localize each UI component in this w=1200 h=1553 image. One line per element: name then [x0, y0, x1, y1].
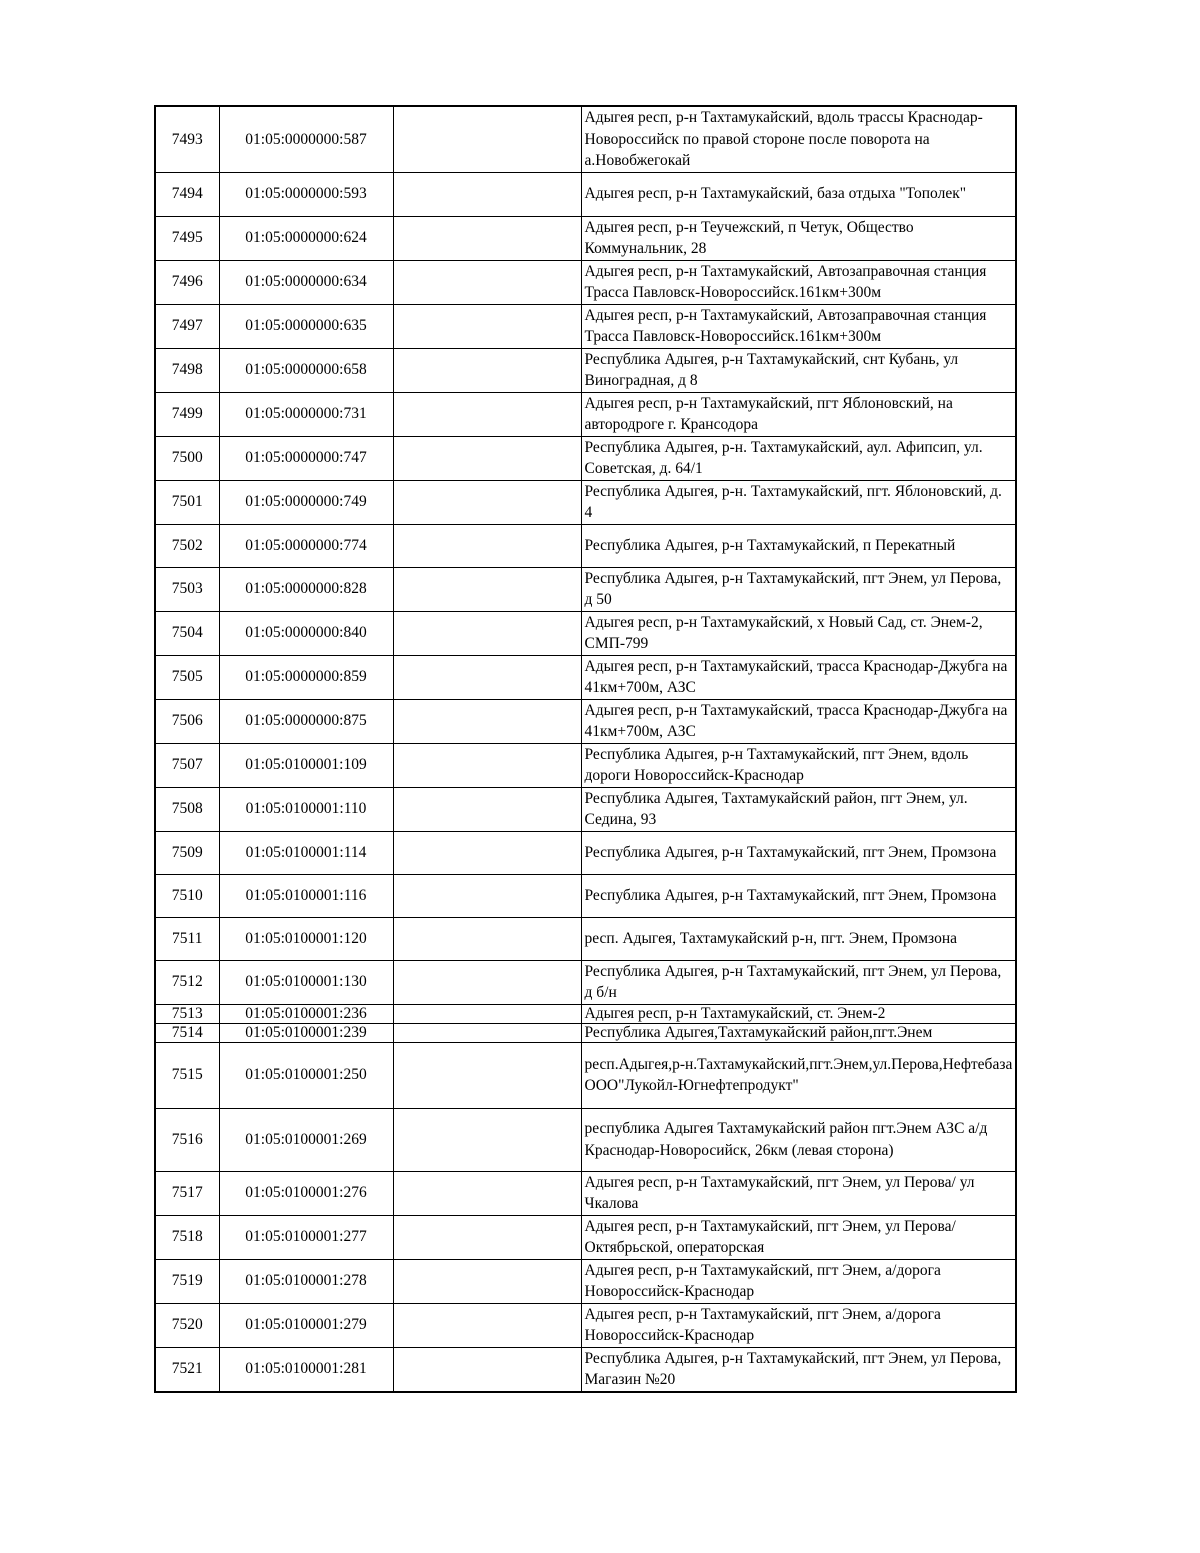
table-row [155, 172, 1016, 216]
row-number: 7511 [155, 917, 219, 960]
cadastral-number: 01:05:0100001:278 [219, 1259, 393, 1303]
table-row [155, 1171, 1016, 1215]
address-cell: Республика Адыгея, р-н Тахтамукайский, пгт Энем, ул Перова, д 50 [581, 567, 1016, 611]
address-cell: Адыгея респ, р-н Тахтамукайский, пгт Энем, ул Перова/ ул Чкалова [581, 1171, 1016, 1215]
row-number: 7518 [155, 1215, 219, 1259]
empty-cell [393, 348, 581, 392]
cadastral-number: 01:05:0000000:635 [219, 304, 393, 348]
address-cell: Адыгея респ, р-н Тахтамукайский, трасса Краснодар-Джубга на 41км+700м, АЗС [581, 699, 1016, 743]
row-number: 7506 [155, 699, 219, 743]
empty-cell [393, 480, 581, 524]
address-cell: Адыгея респ, р-н Тахтамукайский, пгт Энем, ул Перова/Октябрьской, операторская [581, 1215, 1016, 1259]
table-row [155, 611, 1016, 655]
address-cell: Адыгея респ, р-н Тахтамукайский, трасса Краснодар-Джубга на 41км+700м, АЗС [581, 655, 1016, 699]
row-number: 7497 [155, 304, 219, 348]
row-number: 7500 [155, 436, 219, 480]
table-row [155, 917, 1016, 960]
cadastral-number: 01:05:0100001:279 [219, 1303, 393, 1347]
table-row [155, 1215, 1016, 1259]
empty-cell [393, 1303, 581, 1347]
empty-cell [393, 787, 581, 831]
address-cell: Адыгея респ, р-н Тахтамукайский, ст. Энем-2 [581, 1004, 1016, 1023]
table-row [155, 874, 1016, 917]
empty-cell [393, 1023, 581, 1042]
row-number: 7515 [155, 1042, 219, 1108]
cadastral-number: 01:05:0100001:109 [219, 743, 393, 787]
cadastral-number: 01:05:0000000:747 [219, 436, 393, 480]
cadastral-number: 01:05:0100001:120 [219, 917, 393, 960]
table-row [155, 567, 1016, 611]
empty-cell [393, 436, 581, 480]
table-row [155, 260, 1016, 304]
cadastral-number: 01:05:0100001:239 [219, 1023, 393, 1042]
empty-cell [393, 1259, 581, 1303]
address-cell: Адыгея респ, р-н Тахтамукайский, база отдыха "Тополек" [581, 172, 1016, 216]
address-cell: Адыгея респ, р-н Тахтамукайский, пгт Энем, а/дорога Новороссийск-Краснодар [581, 1259, 1016, 1303]
address-cell: Республика Адыгея, р-н Тахтамукайский, пгт Энем, Промзона [581, 831, 1016, 874]
empty-cell [393, 611, 581, 655]
row-number: 7520 [155, 1303, 219, 1347]
cadastral-number: 01:05:0000000:593 [219, 172, 393, 216]
cadastral-number: 01:05:0100001:269 [219, 1108, 393, 1171]
address-cell: Адыгея респ, р-н Теучежский, п Четук, Общество Коммунальник, 28 [581, 216, 1016, 260]
address-cell: Адыгея респ, р-н Тахтамукайский, Автозаправочная станция Трасса Павловск-Новороссийск.161км+300м [581, 304, 1016, 348]
address-cell: Адыгея респ, р-н Тахтамукайский, Автозаправочная станция Трасса Павловск-Новороссийск.161км+300м [581, 260, 1016, 304]
empty-cell [393, 392, 581, 436]
table-row [155, 1004, 1016, 1023]
address-cell: Республика Адыгея, р-н Тахтамукайский, пгт Энем, ул Перова, Магазин №20 [581, 1347, 1016, 1392]
empty-cell [393, 655, 581, 699]
cadastral-number: 01:05:0000000:774 [219, 524, 393, 567]
empty-cell [393, 917, 581, 960]
cadastral-number: 01:05:0000000:828 [219, 567, 393, 611]
address-cell: Республика Адыгея, р-н. Тахтамукайский, пгт. Яблоновский, д. 4 [581, 480, 1016, 524]
row-number: 7501 [155, 480, 219, 524]
table-row [155, 216, 1016, 260]
empty-cell [393, 960, 581, 1004]
row-number: 7517 [155, 1171, 219, 1215]
cadastral-number: 01:05:0000000:634 [219, 260, 393, 304]
address-cell: Адыгея респ, р-н Тахтамукайский, пгт Яблоновский, на автородроге г. Крансодора [581, 392, 1016, 436]
cadastral-number: 01:05:0000000:840 [219, 611, 393, 655]
row-number: 7514 [155, 1023, 219, 1042]
row-number: 7512 [155, 960, 219, 1004]
table-row [155, 787, 1016, 831]
empty-cell [393, 260, 581, 304]
row-number: 7508 [155, 787, 219, 831]
table-row [155, 348, 1016, 392]
address-cell: респ. Адыгея, Тахтамукайский р-н, пгт. Энем, Промзона [581, 917, 1016, 960]
table-body [155, 106, 1016, 1392]
address-cell: Адыгея респ, р-н Тахтамукайский, пгт Энем, а/дорога Новороссийск-Краснодар [581, 1303, 1016, 1347]
row-number: 7503 [155, 567, 219, 611]
row-number: 7502 [155, 524, 219, 567]
table-row [155, 831, 1016, 874]
table-row [155, 743, 1016, 787]
table-row [155, 699, 1016, 743]
empty-cell [393, 831, 581, 874]
empty-cell [393, 1042, 581, 1108]
address-cell: Республика Адыгея, р-н Тахтамукайский, пгт Энем, ул Перова, д б/н [581, 960, 1016, 1004]
row-number: 7521 [155, 1347, 219, 1392]
empty-cell [393, 304, 581, 348]
row-number: 7498 [155, 348, 219, 392]
empty-cell [393, 524, 581, 567]
table-row [155, 304, 1016, 348]
cadastral-number: 01:05:0000000:875 [219, 699, 393, 743]
address-cell: Адыгея респ, р-н Тахтамукайский, х Новый Сад, ст. Энем-2, СМП-799 [581, 611, 1016, 655]
cadastral-number: 01:05:0000000:749 [219, 480, 393, 524]
empty-cell [393, 1215, 581, 1259]
empty-cell [393, 172, 581, 216]
empty-cell [393, 699, 581, 743]
address-cell: Адыгея респ, р-н Тахтамукайский, вдоль трассы Краснодар-Новороссийск по правой стороне после поворота на а.Новобжегокай [581, 106, 1016, 172]
address-cell: респ.Адыгея,р-н.Тахтамукайский,пгт.Энем,ул.Перова,Нефтебаза ООО"Лукойл-Югнефтепродукт" [581, 1042, 1016, 1108]
table-row [155, 960, 1016, 1004]
row-number: 7519 [155, 1259, 219, 1303]
cadastral-number: 01:05:0100001:116 [219, 874, 393, 917]
cadastral-number: 01:05:0000000:587 [219, 106, 393, 172]
empty-cell [393, 567, 581, 611]
cadastral-number: 01:05:0100001:114 [219, 831, 393, 874]
table-row [155, 1303, 1016, 1347]
cadastral-table [154, 105, 1017, 1393]
cadastral-number: 01:05:0100001:281 [219, 1347, 393, 1392]
table-row [155, 655, 1016, 699]
table-row [155, 1108, 1016, 1171]
row-number: 7499 [155, 392, 219, 436]
address-cell: республика Адыгея Тахтамукайский район пгт.Энем АЗС а/д Краснодар-Новоросийск, 26км (левая сторона) [581, 1108, 1016, 1171]
empty-cell [393, 1108, 581, 1171]
row-number: 7495 [155, 216, 219, 260]
cadastral-number: 01:05:0000000:859 [219, 655, 393, 699]
empty-cell [393, 1171, 581, 1215]
empty-cell [393, 1347, 581, 1392]
empty-cell [393, 874, 581, 917]
cadastral-number: 01:05:0000000:624 [219, 216, 393, 260]
cadastral-number: 01:05:0100001:276 [219, 1171, 393, 1215]
row-number: 7496 [155, 260, 219, 304]
table-row [155, 1347, 1016, 1392]
row-number: 7507 [155, 743, 219, 787]
address-cell: Республика Адыгея, р-н Тахтамукайский, пгт Энем, Промзона [581, 874, 1016, 917]
row-number: 7494 [155, 172, 219, 216]
row-number: 7510 [155, 874, 219, 917]
row-number: 7516 [155, 1108, 219, 1171]
row-number: 7505 [155, 655, 219, 699]
cadastral-number: 01:05:0000000:658 [219, 348, 393, 392]
row-number: 7504 [155, 611, 219, 655]
table-row [155, 1259, 1016, 1303]
cadastral-number: 01:05:0100001:250 [219, 1042, 393, 1108]
empty-cell [393, 1004, 581, 1023]
row-number: 7509 [155, 831, 219, 874]
empty-cell [393, 743, 581, 787]
cadastral-number: 01:05:0000000:731 [219, 392, 393, 436]
address-cell: Республика Адыгея, р-н Тахтамукайский, п Перекатный [581, 524, 1016, 567]
cadastral-number: 01:05:0100001:277 [219, 1215, 393, 1259]
table-row [155, 524, 1016, 567]
row-number: 7513 [155, 1004, 219, 1023]
cadastral-number: 01:05:0100001:236 [219, 1004, 393, 1023]
table-row [155, 1042, 1016, 1108]
cadastral-number: 01:05:0100001:130 [219, 960, 393, 1004]
table-row [155, 392, 1016, 436]
address-cell: Республика Адыгея, Тахтамукайский район, пгт Энем, ул. Седина, 93 [581, 787, 1016, 831]
table-row [155, 480, 1016, 524]
table-row [155, 1023, 1016, 1042]
empty-cell [393, 106, 581, 172]
cadastral-number: 01:05:0100001:110 [219, 787, 393, 831]
address-cell: Республика Адыгея, р-н. Тахтамукайский, аул. Афипсип, ул. Советская, д. 64/1 [581, 436, 1016, 480]
table-row [155, 106, 1016, 172]
address-cell: Республика Адыгея, р-н Тахтамукайский, пгт Энем, вдоль дороги Новороссийск-Краснодар [581, 743, 1016, 787]
address-cell: Республика Адыгея,Тахтамукайский район,пгт.Энем [581, 1023, 1016, 1042]
address-cell: Республика Адыгея, р-н Тахтамукайский, снт Кубань, ул Виноградная, д 8 [581, 348, 1016, 392]
empty-cell [393, 216, 581, 260]
row-number: 7493 [155, 106, 219, 172]
table-row [155, 436, 1016, 480]
